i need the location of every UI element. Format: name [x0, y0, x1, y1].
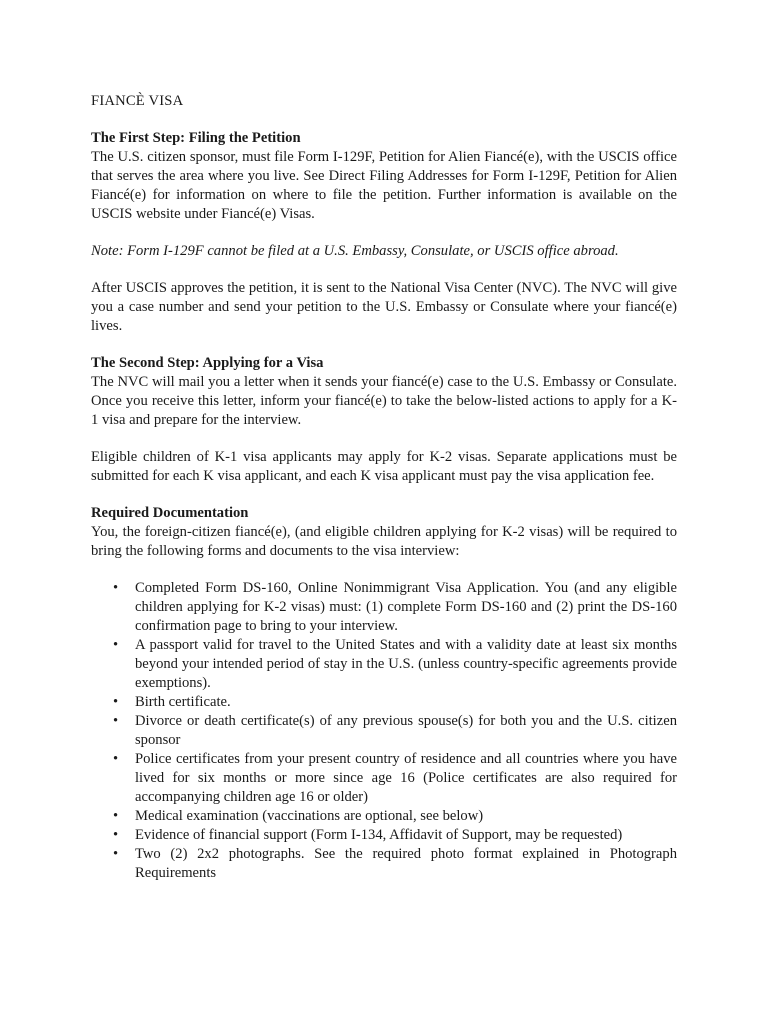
bullet: • [113, 637, 119, 653]
list-item [91, 807, 677, 826]
second-step-paragraph: The NVC will mail you a letter when it sends your fiancé(e) case to the U.S. Embassy or Consulate. Once you receive this letter, inform your fiancé(e) to take the below-listed actions to apply for a K-1 visa and prepare for the interview. [91, 374, 677, 428]
bullet: • [113, 580, 119, 596]
list-item [91, 845, 677, 883]
list-item [91, 693, 677, 712]
bullet: • [113, 808, 119, 824]
list-item [91, 636, 677, 693]
list-item-text: Police certificates from your present country of residence and all countries where you have lived for six months or more since age 16 (Police certificates are also required for accompanying children age 16 or older) [135, 751, 677, 805]
list-item [91, 750, 677, 807]
list-item-text: Evidence of financial support (Form I-134, Affidavit of Support, may be requested) [135, 827, 623, 843]
filing-note: Note: Form I-129F cannot be filed at a U.S. Embassy, Consulate, or USCIS office abroad. [91, 243, 619, 259]
bullet: • [113, 827, 119, 843]
k2-children-paragraph: Eligible children of K-1 visa applicants may apply for K-2 visas. Separate applications must be submitted for each K visa applicant, and each K visa applicant must pay the visa application fee. [91, 449, 677, 484]
list-item-text: Birth certificate. [135, 694, 231, 710]
bullet: • [113, 751, 119, 767]
first-step-paragraph: The U.S. citizen sponsor, must file Form I-129F, Petition for Alien Fiancé(e), with the USCIS office that serves the area where you live. See Direct Filing Addresses for Form I-129F, Petition for Alien Fiancé(e) for information on where to file the petition. Further information is available on the USCIS website under Fiancé(e) Visas. [91, 149, 677, 222]
list-item [91, 579, 677, 636]
document-title: FIANCÈ VISA [91, 93, 184, 109]
list-item-text: Divorce or death certificate(s) of any previous spouse(s) for both you and the U.S. citizen sponsor [135, 713, 677, 748]
uscis-approval-paragraph: After USCIS approves the petition, it is sent to the National Visa Center (NVC). The NVC will give you a case number and send your petition to the U.S. Embassy or Consulate where your fiancé(e) lives. [91, 280, 677, 334]
required-docs-heading: Required Documentation [91, 505, 249, 521]
first-step-heading: The First Step: Filing the Petition [91, 130, 301, 146]
required-docs-list [91, 579, 677, 883]
second-step-heading: The Second Step: Applying for a Visa [91, 355, 324, 371]
list-item-text: Two (2) 2x2 photographs. See the required photo format explained in Photograph Requirements [135, 846, 677, 881]
list-item [91, 712, 677, 750]
list-item-text: Completed Form DS-160, Online Nonimmigrant Visa Application. You (and any eligible children applying for K-2 visas) must: (1) complete Form DS-160 and (2) print the DS-160 confirmation page to bring to your interview. [135, 580, 677, 634]
list-item-text: Medical examination (vaccinations are optional, see below) [135, 808, 484, 824]
required-docs-intro: You, the foreign-citizen fiancé(e), (and eligible children applying for K-2 visas) will be required to bring the following forms and documents to the visa interview: [91, 524, 677, 559]
bullet: • [113, 713, 119, 729]
document-page [91, 92, 677, 883]
list-item [91, 826, 677, 845]
bullet: • [113, 846, 119, 862]
bullet: • [113, 694, 119, 710]
list-item-text: A passport valid for travel to the United States and with a validity date at least six months beyond your intended period of stay in the U.S. (unless country-specific agreements provide exemptions). [135, 637, 677, 691]
